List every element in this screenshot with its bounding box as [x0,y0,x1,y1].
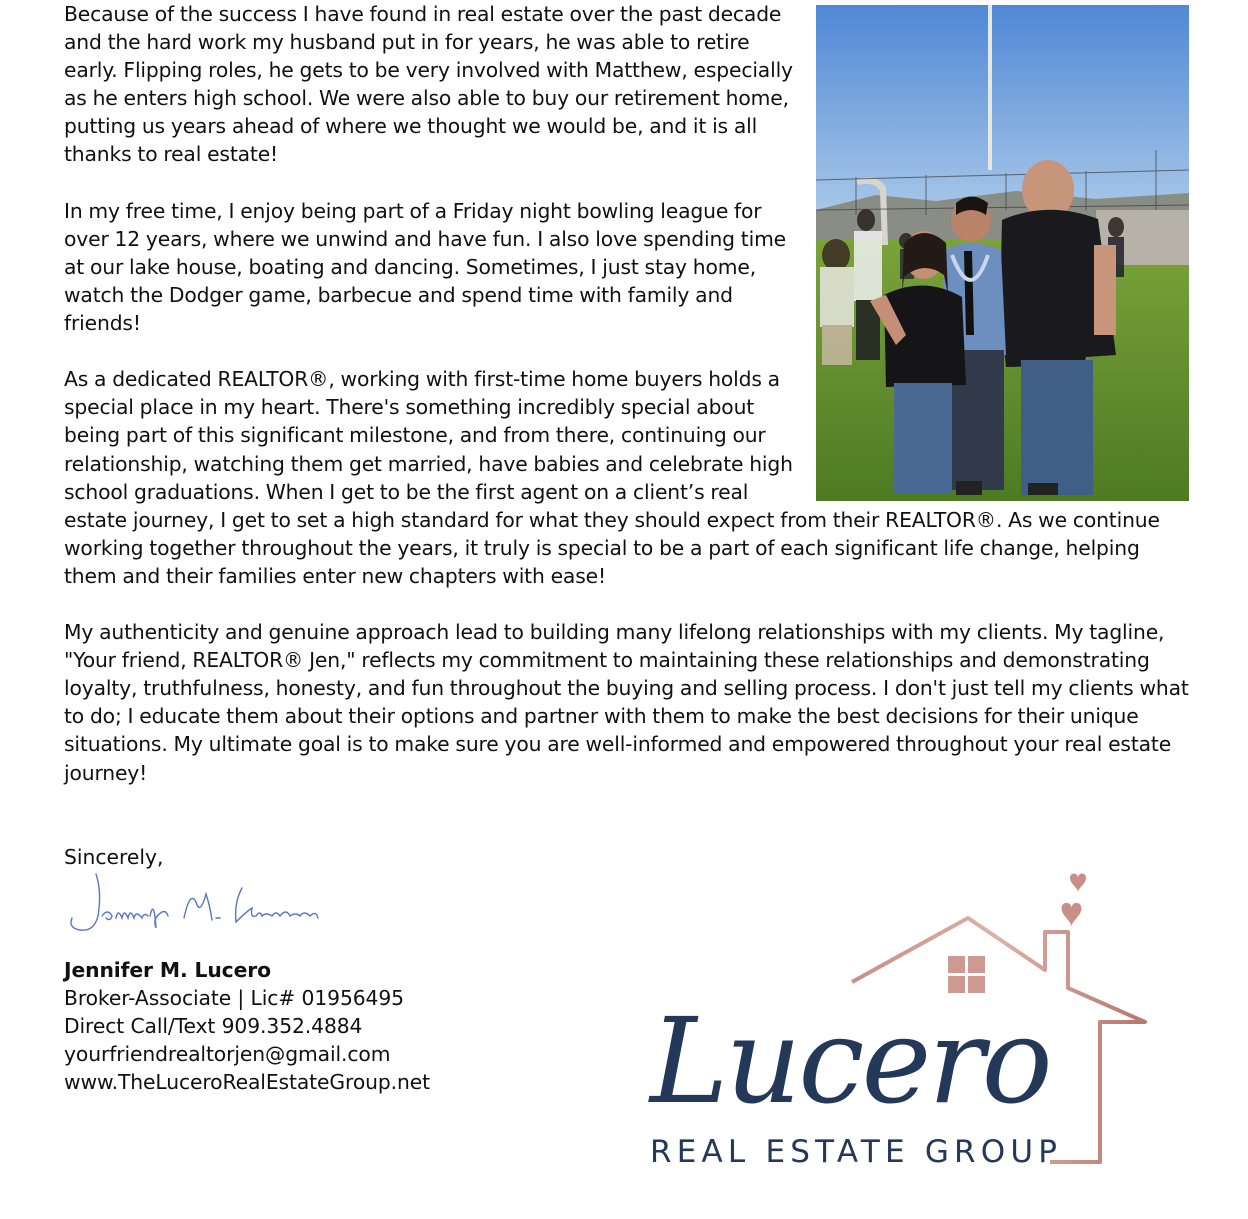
paragraph-retirement: Because of the success I have found in real estate over the past decade and the hard work my husband put in for years, he was able to retire early. Flipping roles, he gets to be very involved with Matthew, especially as he enters high school. We were also able to buy our retirement home, putting us years ahead of where we thought we would be, and it is all thanks to real estate! [64,2,793,167]
logo-wordmark: Lucero [650,992,1050,1130]
logo-subtitle: REAL ESTATE GROUP [650,1134,1063,1170]
handwritten-signature [66,872,326,936]
contact-block [64,956,430,1096]
closing-text: Sincerely, [64,845,164,869]
lucero-logo [640,870,1160,1170]
contact-phone: Direct Call/Text 909.352.4884 [64,1014,363,1038]
paragraph-first-time-buyers: As a dedicated REALTOR®, working with first-time home buyers holds a special place in my heart. There's something incredibly special about being part of this significant milestone, and from there, continuing our relationship, watching them get married, have babies and celebrate high school graduations. When I get to be the first agent on a client’s real estate journey, I get to set a high standard for what they should expect from their REALTOR®. As we continue working together throughout the years, it truly is special to be a part of each significant life change, helping them and their families enter new chapters with ease! [64,367,1160,588]
paragraph-free-time: In my free time, I enjoy being part of a Friday night bowling league for over 12 years, where we unwind and have fun. I also love spending time at our lake house, boating and dancing. Sometimes, I just stay home, watch the Dodger game, barbecue and spend time with family and friends! [64,198,787,336]
photo-spacer [797,0,1189,504]
contact-website[interactable]: www.TheLuceroRealEstateGroup.net [64,1070,430,1094]
letter-body [64,0,1189,815]
contact-name: Jennifer M. Lucero [64,958,271,982]
contact-title: Broker-Associate | Lic# 01956495 [64,986,404,1010]
paragraph-authenticity: My authenticity and genuine approach lead to building many lifelong relationships with my clients. My tagline, "Your friend, REALTOR® Jen," reflects my commitment to maintaining these relationships and demonstrating loyalty, truthfulness, honesty, and fun throughout the buying and selling process. I don't just tell my clients what to do; I educate them about their options and partner with them to make the best decisions for their unique situations. My ultimate goal is to make sure you are well-informed and empowered throughout your real estate journey! [64,620,1189,785]
contact-email[interactable]: yourfriendrealtorjen@gmail.com [64,1042,391,1066]
